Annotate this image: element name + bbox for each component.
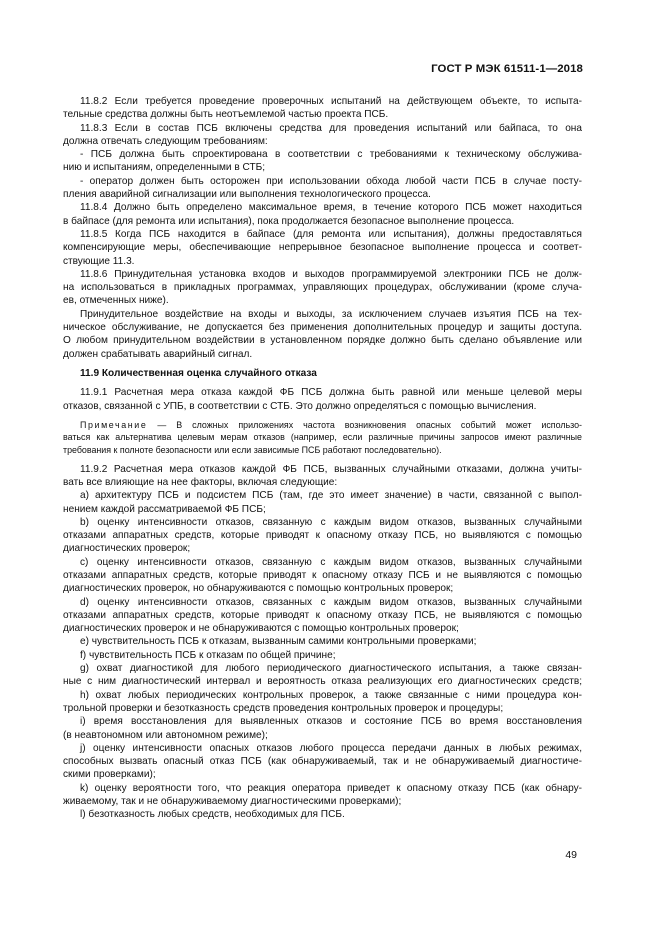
text-line: отказами аппаратных средств, которые приводят к опасному отказу ПСБ, не выявляются с помощью [63, 609, 582, 621]
text-line: на использоваться в прикладных программах, управляющих процедурах, обслуживании (кроме случа- [63, 282, 582, 294]
text-line: j) оценку интенсивности опасных отказов любого процесса передачи данных в любых режимах, [80, 742, 582, 754]
text-line: нением каждой рассматриваемой ФБ ПСБ; [63, 503, 266, 515]
text-line: e) чувствительность ПСБ к отказам, вызванным самими контрольными проверками; [80, 636, 477, 648]
text-line: тельные средства должны быть неотъемлемой частью проекта ПСБ. [63, 109, 389, 121]
text-line: Принудительное воздействие на входы и выходы, за исключением случаев изъятия ПСБ на тех- [80, 308, 582, 320]
text-line: 11.9.2 Расчетная мера отказов каждой ФБ ПСБ, вызванных случайными отказами, должна учиты- [80, 463, 582, 475]
text-line: - оператор должен быть осторожен при использовании обхода любой части ПСБ в случае посту- [80, 175, 582, 187]
text-line: отказов, связанной с УПБ, в соответствии с СТБ. Это должно определяться с помощью вычисления. [63, 400, 537, 412]
note-label: Примечание [80, 419, 148, 430]
text-line: способных вызвать опасный отказ ПСБ (как обнаруживаемый, так и не обнаруживаемый диагностиче- [63, 756, 582, 768]
text-line: ные с ним диагностический интервал и вероятность отказа реализующих его диагностических средств; [63, 676, 582, 688]
text-line: О любом принудительном воздействии в установленном порядке должно быть сделано объявление или [63, 335, 582, 347]
text-line: - ПСБ должна быть спроектирована в соответствии с требованиями к техническому обслужива- [80, 149, 582, 161]
text-line: скими проверками); [63, 769, 156, 781]
text-line: живаемому, так и не обнаруживаемому диагностическими проверками); [63, 796, 402, 808]
text-line: диагностических проверок; [63, 543, 191, 555]
text-line: d) оценку интенсивности отказов, связанных с каждым видом отказов, вызванных случайными [80, 596, 582, 608]
text-line: трольной проверки и безотказность средств проведения контрольных проверок и процедуры; [63, 702, 504, 714]
text-line: 11.8.6 Принудительная установка входов и выходов программируемой электроники ПСБ не долж- [80, 268, 582, 280]
text-line: нию и испытаниям, определенными в СТБ; [63, 162, 266, 174]
text-line: c) оценку интенсивности отказов, связанную с каждым видом отказов, вызванных случайными [80, 556, 582, 568]
section-heading: 11.9 Количественная оценка случайного отказа [80, 367, 317, 379]
note-line: ваться как альтернатива целевым мерам отказов (например, если различные причины запросов имеют различные [63, 432, 582, 443]
page-number: 49 [565, 849, 577, 861]
text-line: h) охват любых периодических контрольных проверок, а также связанные с ними процедура кон- [80, 689, 582, 701]
text-line: отказами аппаратных средств, которые приводят к опасному отказу ПСБ и не выявляются с помощью [63, 569, 582, 581]
text-line: 11.8.5 Когда ПСБ находится в байпасе (для ремонта или испытания), должны предоставляться [80, 228, 582, 240]
text-line: 11.8.4 Должно быть определено максимальное время, в течение которого ПСБ может находиться [80, 202, 582, 214]
text-line: a) архитектуру ПСБ и подсистем ПСБ (там, где это имеет значение) в части, связанной с выпол- [80, 490, 582, 502]
text-line: l) безотказность любых средств, необходимых для ПСБ. [80, 809, 345, 821]
text-line: 11.8.2 Если требуется проведение проверочных испытаний на действующем объекте, то испыта- [80, 96, 582, 107]
text-line: пления аварийной сигнализации или выполнения технологического процесса. [63, 189, 431, 201]
note-line: Примечание — В сложных приложениях частота возникновения опасных событий может использо- [80, 419, 582, 430]
text-line: ев, отмеченных ниже). [63, 295, 169, 307]
text-line: (в неавтономном или автономном режиме); [63, 729, 268, 741]
text-line: k) оценку вероятности того, что реакция оператора приведет к опасному отказу ПСБ (как обнару- [80, 782, 582, 794]
text-line: b) оценку интенсивности отказов, связанную с каждым видом отказов, вызванных случайными [80, 516, 582, 528]
text-line: i) время восстановления для выявленных отказов и состояние ПСБ во время восстановления [80, 716, 582, 728]
text-line: 11.8.3 Если в состав ПСБ включены средства для проведения испытаний или байпаса, то она [80, 122, 582, 134]
document-body [63, 95, 582, 822]
text-line: f) чувствительность ПСБ к отказам по общей причине; [80, 649, 336, 661]
text-line: должен срабатывать аварийный сигнал. [63, 348, 253, 360]
text-line: компенсирующие меры, обеспечивающие непрерывное безопасное выполнение процесса и соответ- [63, 242, 582, 254]
standard-header: ГОСТ Р МЭК 61511-1—2018 [431, 63, 583, 75]
text-line: ническое обслуживание, не допускается без применения дополнительных процедур и защиты доступа. [63, 322, 582, 334]
text-line: должна отвечать следующим требованиям: [63, 135, 268, 147]
text-line: в байпасе (для ремонта или испытания), пока продолжается безопасное выполнение процесса. [63, 215, 515, 227]
text-line: 11.9.1 Расчетная мера отказа каждой ФБ ПСБ должна быть равной или меньше целевой меры [80, 387, 582, 399]
text-line: g) охват диагностикой для любого периодического диагностического испытания, а также связан- [80, 663, 582, 675]
note-line: требования к полноте безопасности или если зависимые ПСБ работают последовательно). [63, 445, 442, 456]
text-line: вать все влияющие на нее факторы, включая следующие: [63, 476, 338, 488]
text-line: диагностических проверок, но обнаруживаются с помощью контрольных проверок; [63, 583, 454, 595]
text-line: отказами аппаратных средств, которые приводят к опасному отказу ПСБ, но выявляются с помощью [63, 530, 582, 542]
text-line: ствующие 11.3. [63, 255, 135, 267]
text-line: диагностических проверок и не обнаруживаются с помощью контрольных проверок; [63, 623, 459, 635]
